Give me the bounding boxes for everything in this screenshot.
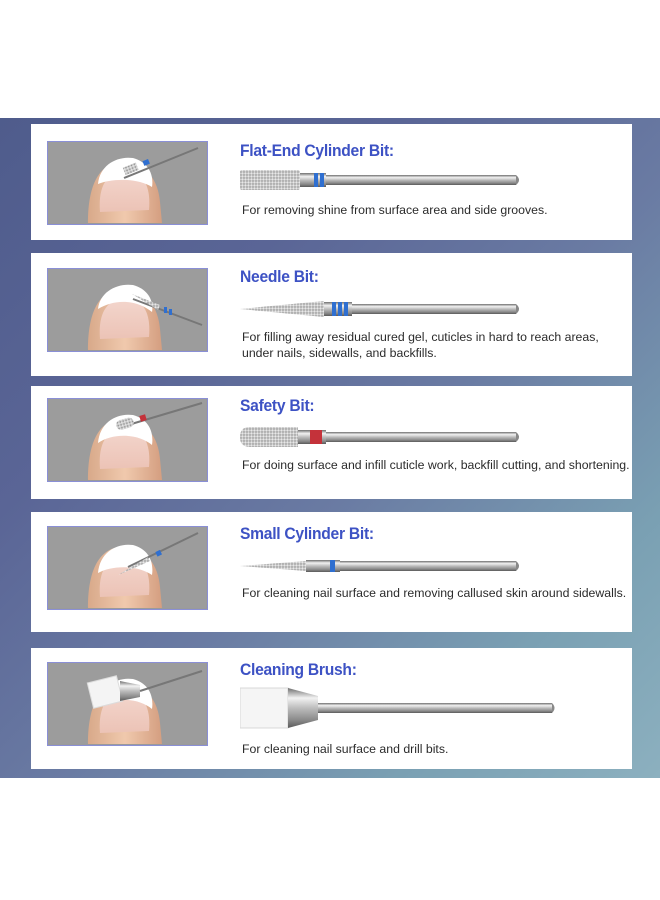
bit-title: Needle Bit: (240, 267, 319, 286)
bit-title: Cleaning Brush: (240, 660, 357, 679)
safety-bit-icon (240, 425, 524, 454)
nail-cleaning-brush-illustration (47, 662, 208, 746)
bit-title: Flat-End Cylinder Bit: (240, 141, 394, 160)
bit-card-cleaning-brush (31, 648, 632, 769)
nail-safety-bit-illustration (47, 398, 208, 482)
bit-description: For removing shine from surface area and side grooves. (242, 203, 548, 217)
bit-title: Small Cylinder Bit: (240, 524, 374, 543)
nail-small-cylinder-bit-illustration (47, 526, 208, 610)
small-cylinder-bit-icon (240, 554, 524, 583)
bit-description: For filling away residual cured gel, cuticles in hard to reach areas, under nails, sidewalls, and backfills. (242, 330, 599, 360)
bit-card-flat-end-cylinder (31, 124, 632, 240)
bit-card-safety (31, 386, 632, 499)
bit-card-needle (31, 253, 632, 376)
cleaning-brush-icon (240, 686, 560, 735)
nail-needle-bit-illustration (47, 268, 208, 352)
flat-end-cylinder-bit-icon (240, 168, 524, 197)
needle-bit-icon (240, 297, 524, 326)
bit-card-small-cylinder (31, 512, 632, 632)
nail-cylinder-bit-illustration (47, 141, 208, 225)
bit-title: Safety Bit: (240, 396, 315, 415)
bit-description: For cleaning nail surface and removing callused skin around sidewalls. (242, 586, 627, 600)
bit-description: For doing surface and infill cuticle work, backfill cutting, and shortening. (242, 458, 630, 472)
bit-description: For cleaning nail surface and drill bits. (242, 742, 449, 756)
